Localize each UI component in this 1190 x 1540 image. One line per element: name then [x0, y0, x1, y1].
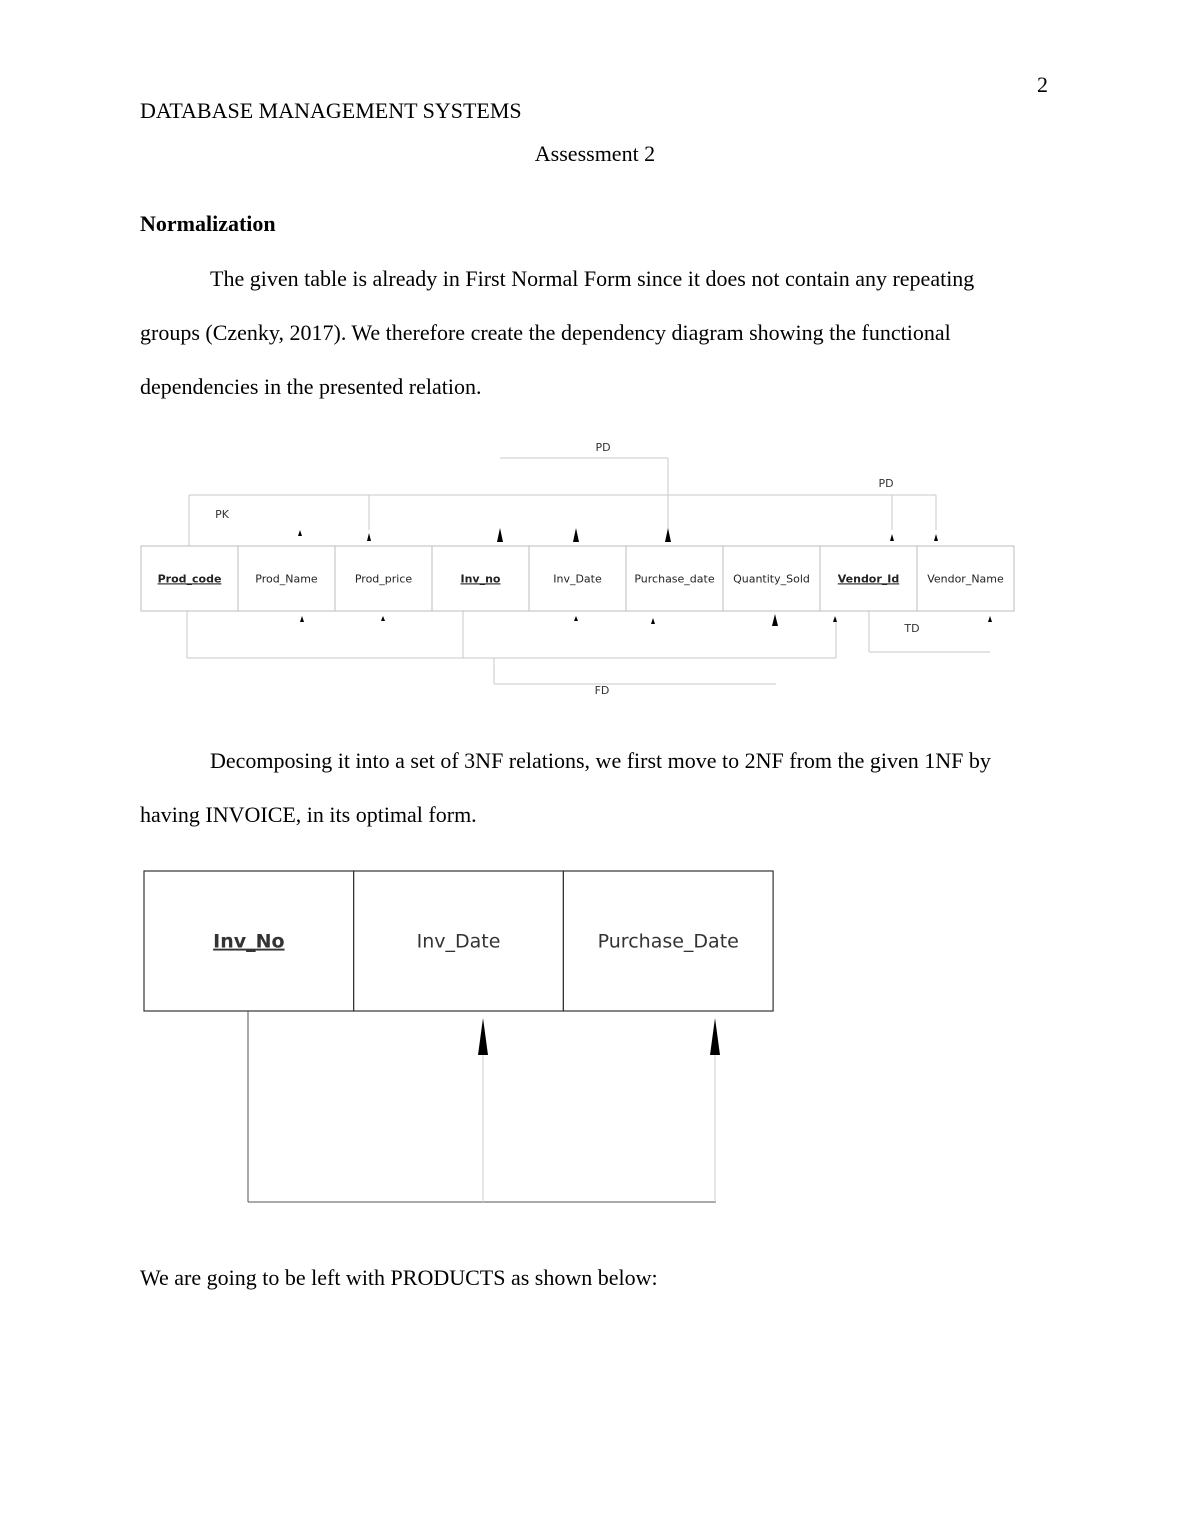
paragraph-2-line-1: Decomposing it into a set of 3NF relations, we first move to 2NF from the given 1NF by: [210, 748, 991, 773]
label-td: TD: [904, 622, 920, 635]
paragraph-1-line-2: groups (Czenky, 2017). We therefore create the dependency diagram showing the functional: [140, 320, 951, 345]
column-label-inv-no: Inv_No: [213, 930, 285, 953]
column-label-inv-no: Inv_no: [460, 572, 501, 586]
column-label-inv-date: Inv_Date: [416, 930, 501, 953]
paragraph-3-line-1: We are going to be left with PRODUCTS as shown below:: [140, 1265, 658, 1290]
column-label-purchase-date: Purchase_Date: [597, 930, 739, 953]
arrowhead-inv-date: [478, 1018, 488, 1055]
column-label-prod-code: Prod_code: [157, 572, 222, 586]
label-pd-top: PD: [595, 441, 611, 454]
column-label-vendor-name: Vendor_Name: [927, 572, 1004, 586]
column-label-quantity-sold: Quantity_Sold: [733, 572, 810, 586]
paragraph-1-line-1: The given table is already in First Normal Form since it does not contain any repeating: [210, 266, 975, 291]
running-head: DATABASE MANAGEMENT SYSTEMS: [140, 98, 522, 123]
page-number: 2: [1037, 72, 1048, 97]
label-pk: PK: [215, 508, 229, 521]
column-label-prod-price: Prod_price: [354, 572, 413, 586]
paragraph-1-line-3: dependencies in the presented relation.: [140, 374, 482, 399]
invoice-dependency-diagram: [0, 860, 1190, 1220]
paragraph-2-line-2: having INVOICE, in its optimal form.: [140, 802, 477, 827]
section-heading: Normalization: [140, 211, 276, 236]
column-label-vendor-id: Vendor_Id: [837, 572, 900, 586]
column-label-inv-date: Inv_Date: [553, 572, 602, 586]
label-pd-right: PD: [878, 477, 894, 490]
column-label-prod-name: Prod_Name: [255, 572, 318, 586]
column-label-purchase-date: Purchase_date: [634, 572, 715, 586]
document-title: Assessment 2: [534, 141, 656, 166]
dependency-diagram: [0, 430, 1190, 710]
label-fd: FD: [594, 684, 610, 697]
arrowhead-purchase-date: [710, 1018, 720, 1055]
